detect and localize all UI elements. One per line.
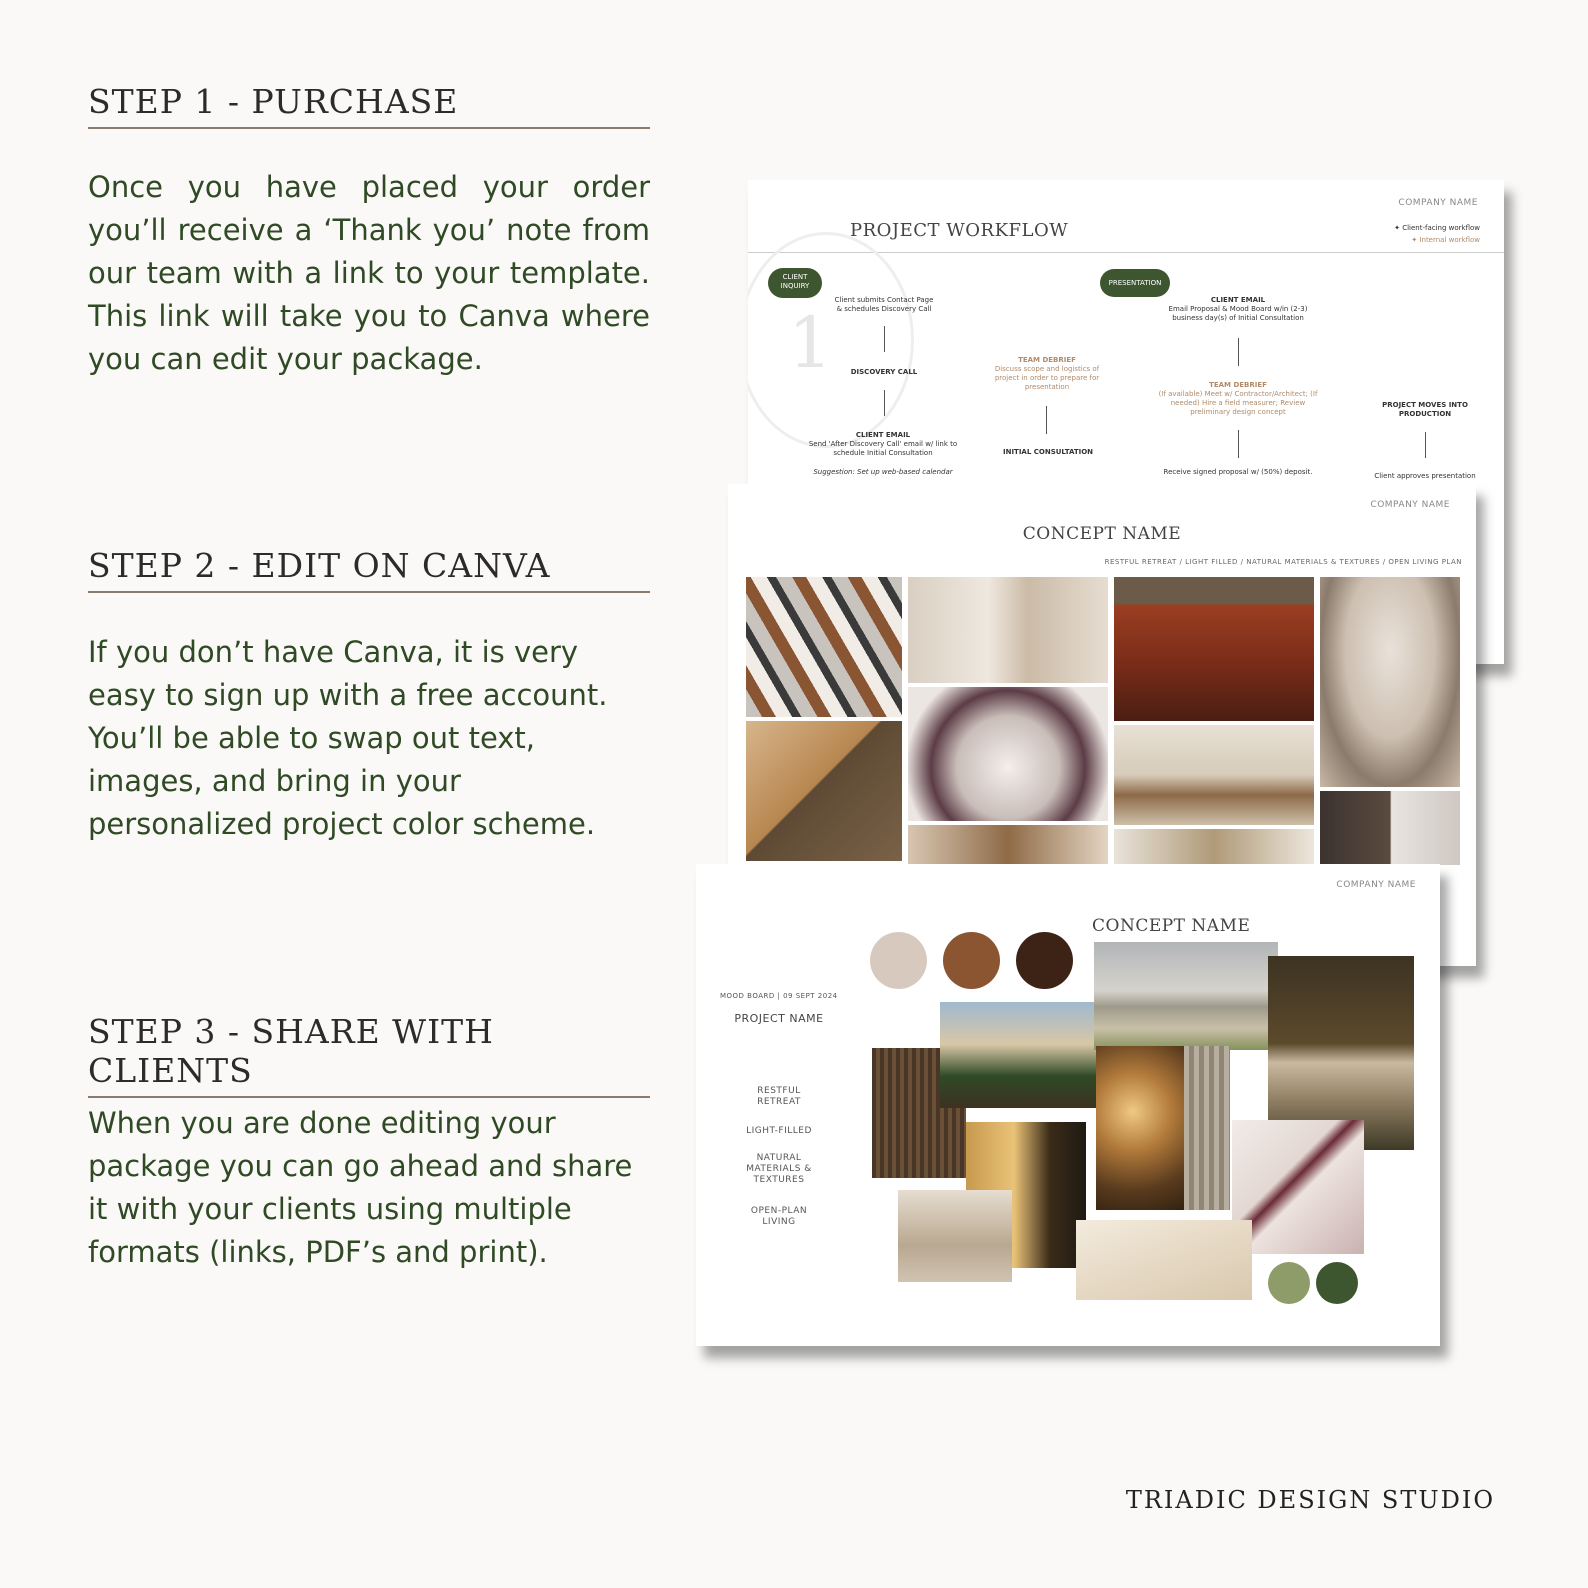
legend-internal-label: Internal workflow: [1419, 236, 1480, 244]
concept-sheet-2: [696, 864, 1440, 1346]
step-2-title: STEP 2 - EDIT ON CANVA: [88, 546, 650, 593]
company-name: COMPANY NAME: [1336, 880, 1416, 890]
company-name: COMPANY NAME: [1398, 198, 1478, 208]
node-email-title: CLIENT EMAIL: [855, 431, 911, 439]
workflow-title: PROJECT WORKFLOW: [850, 220, 1069, 241]
node-email: Send 'After Discovery Call' email w/ link to schedule Initial Consultation: [808, 440, 958, 457]
wood-kitchen-image: [1114, 577, 1314, 721]
concept-subtitle: RESTFUL RETREAT / LIGHT FILLED / NATURAL MATERIALS & TEXTURES / OPEN LIVING PLAN: [1104, 558, 1462, 566]
node-submit: Client submits Contact Page & schedules Discovery Call: [834, 296, 934, 313]
step-1-body: Once you have placed your order you’ll receive a ‘Thank you’ note from our team with a link to your template. This link will take you to Canva where you can edit your package.: [88, 170, 650, 376]
connector: [1238, 338, 1239, 366]
node-suggestion: Suggestion: Set up web-based calendar: [813, 468, 953, 476]
brass-knobs-image: [908, 825, 1108, 865]
open-book-image: [898, 1190, 1012, 1282]
concept-title: CONCEPT NAME: [1022, 524, 1182, 544]
color-swatch-4: [1268, 1262, 1310, 1304]
bathroom-image: [908, 577, 1108, 683]
node-production: PROJECT MOVES INTO PRODUCTION: [1382, 401, 1468, 418]
keyword-3: NATURAL MATERIALS & TEXTURES: [746, 1153, 812, 1185]
brand-name: TRIADIC DESIGN STUDIO: [1125, 1486, 1495, 1514]
connector: [884, 390, 885, 416]
arch-bath-image: [1320, 577, 1460, 787]
step-1-title: STEP 1 - PURCHASE: [88, 82, 650, 129]
step-2-body: If you don’t have Canva, it is very easy to sign up with a free account. You’ll be able to swap out text, images, and bring in your personalized project color scheme.: [88, 635, 608, 841]
project-name: PROJECT NAME: [734, 1012, 824, 1025]
color-swatch-3: [1016, 932, 1073, 989]
node-consultation: INITIAL CONSULTATION: [1002, 448, 1094, 456]
keyword-1: RESTFUL RETREAT: [757, 1086, 801, 1107]
color-swatch-1: [870, 932, 927, 989]
legend-client-label: Client-facing workflow: [1402, 224, 1480, 232]
stone-sink-image: [1320, 791, 1460, 865]
connector: [1425, 432, 1426, 458]
node-discovery: DISCOVERY CALL: [850, 368, 918, 376]
keyword-4: OPEN-PLAN LIVING: [750, 1206, 808, 1227]
node-email2-title: CLIENT EMAIL: [1210, 296, 1266, 304]
keyword-2: LIGHT-FILLED: [746, 1126, 812, 1136]
color-swatch-2: [943, 932, 1000, 989]
node-debrief1: Discuss scope and logistics of project in order to prepare for presentation: [994, 365, 1100, 391]
water-light-image: [1096, 1046, 1188, 1210]
node-email2: Email Proposal & Mood Board w/in (2-3) business day(s) of Initial Consultation: [1168, 305, 1308, 322]
marble-fireplace-image: [908, 687, 1108, 821]
legend-internal: ✦ Internal workflow: [1411, 236, 1480, 244]
glass-panel-image: [1184, 1046, 1230, 1210]
node-debrief2: (If available) Meet w/ Contractor/Architect; (If needed) Hire a field measurer; Review preliminary design concept: [1158, 390, 1318, 416]
beach-image: [1094, 942, 1278, 1050]
pill-presentation: PRESENTATION: [1100, 269, 1170, 297]
node-debrief1-title: TEAM DEBRIEF: [1018, 356, 1076, 364]
node-approves: Client approves presentation: [1374, 472, 1476, 480]
living-room-image: [1114, 725, 1314, 825]
connector: [1046, 406, 1047, 434]
node-debrief2-title: TEAM DEBRIEF: [1209, 381, 1267, 389]
step-3-body: When you are done editing your package you can go ahead and share it with your clients using multiple formats (links, PDF’s and print).: [88, 1106, 633, 1269]
color-swatch-5: [1316, 1262, 1358, 1304]
palm-building-image: [940, 1002, 1100, 1108]
decor-image: [1114, 829, 1314, 865]
node-signed: Receive signed proposal w/ (50%) deposit.: [1163, 468, 1313, 476]
mosaic-tile-image: [746, 577, 902, 717]
connector: [884, 326, 885, 352]
wood-panel-image: [746, 721, 902, 861]
moodboard-meta: MOOD BOARD | 09 SEPT 2024: [720, 992, 838, 1000]
legend-client: ✦ Client-facing workflow: [1394, 224, 1480, 232]
linen-fabric-image: [1076, 1220, 1252, 1300]
concept-title: CONCEPT NAME: [1092, 916, 1251, 936]
company-name: COMPANY NAME: [1370, 500, 1450, 510]
pill-inquiry: CLIENT INQUIRY: [768, 268, 822, 298]
step-3-title: STEP 3 - SHARE WITH CLIENTS: [88, 1012, 650, 1098]
step-number: 1: [788, 302, 833, 384]
connector: [1238, 430, 1239, 458]
